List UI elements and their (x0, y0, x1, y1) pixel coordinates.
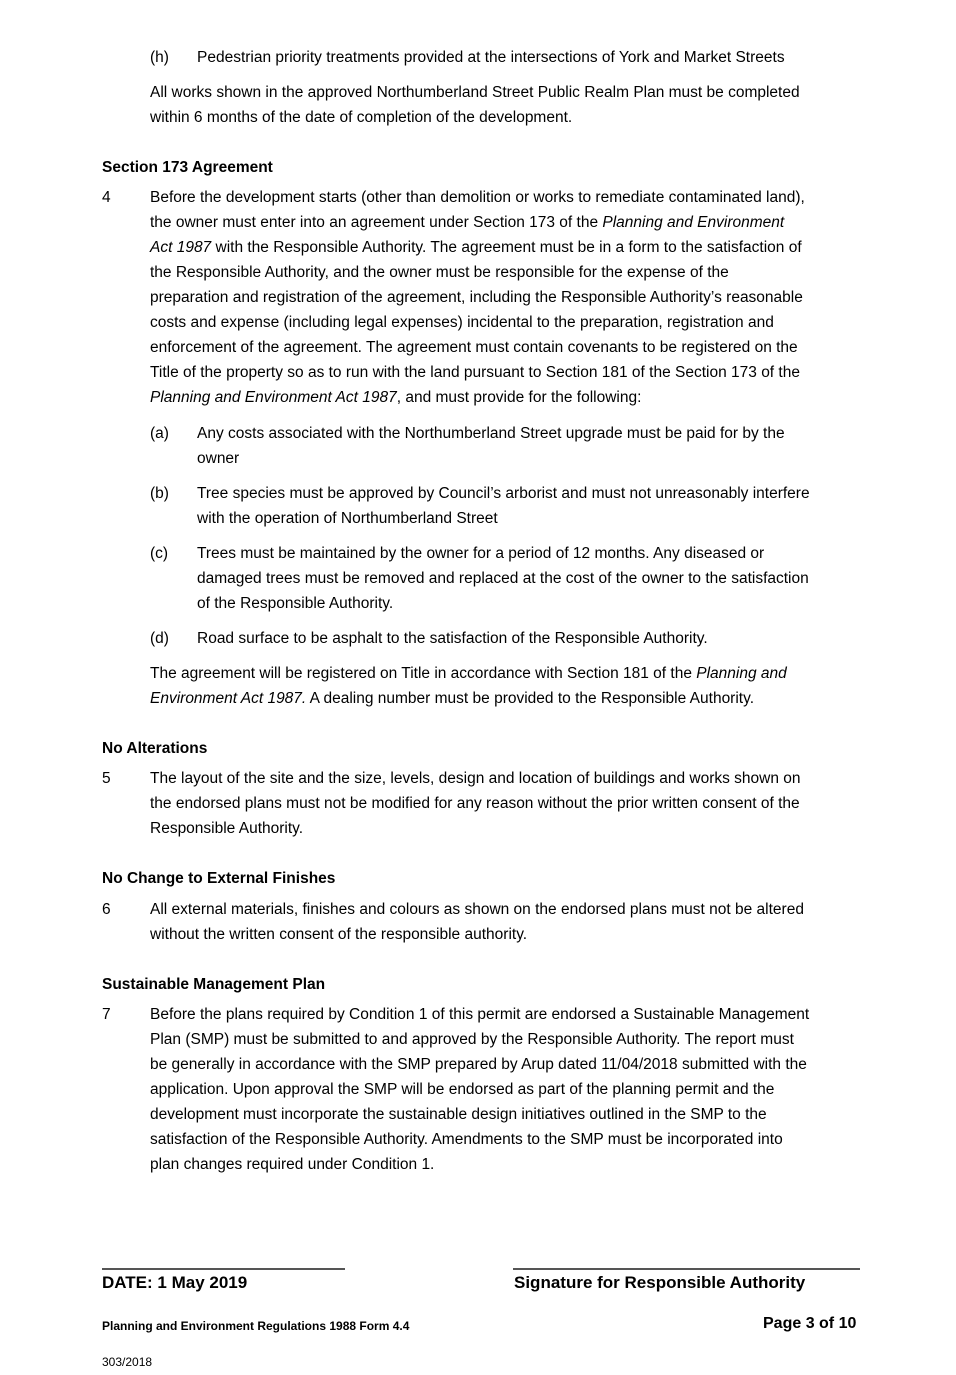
no-change-paragraph: All external materials, finishes and colours as shown on the endorsed plans must not be altered without the written consent of the responsible authority. (150, 901, 804, 943)
item-text-a: Any costs associated with the Northumberland Street upgrade must be paid for by the owner (197, 425, 785, 467)
s173-paragraph (150, 185, 862, 410)
text-line: the owner must enter into an agreement under Section 173 of the Planning and Environment (150, 214, 785, 231)
text-line: Title of the property so as to run with the land pursuant to Section 181 of the Section 173 of the (150, 364, 800, 381)
text-line: The agreement will be registered on Title in accordance with Section 181 of the Planning and (150, 665, 787, 682)
item-label-a: (a) (150, 425, 169, 442)
section-heading-smp: Sustainable Management Plan (102, 976, 326, 993)
smp-paragraph: Before the plans required by Condition 1 of this permit are endorsed a Sustainable Management Plan (SMP) must be submitted to and approved by the Responsible Authority. The report must be generally in accordance with the SMP prepared by Arup dated 11/04/2018 submitted with the application. Upon approval the SMP will be endorsed as part of the planning permit and the development must incorporate the sustainable design initiatives outlined in the SMP to the satisfaction of the Responsible Authority. Amendments to the SMP must be incorporated into plan changes required under Condition 1. (150, 1006, 810, 1173)
footer-signature-label: Signature for Responsible Authority (514, 1273, 806, 1292)
text-line: preparation and registration of the agreement, including the Responsible Authority’s reasonable (150, 289, 803, 306)
text-line: All works shown in the approved Northumberland Street Public Realm Plan must be completed (150, 84, 800, 101)
text-line: Planning and Environment Act 1987, and must provide for the following: (150, 389, 642, 406)
text-line: Environment Act 1987. A dealing number must be provided to the Responsible Authority. (150, 690, 755, 707)
item-label-h: (h) (150, 49, 169, 66)
item-text-d: Road surface to be asphalt to the satisfaction of the Responsible Authority. (197, 630, 708, 647)
text-line: enforcement of the agreement. The agreement must contain covenants to be registered on the (150, 339, 798, 356)
no-alterations-paragraph: The layout of the site and the size, levels, design and location of buildings and works shown on the endorsed plans must not be modified for any reason without the prior written consent of the Responsible Authority. (150, 770, 801, 837)
section-heading-no-change: No Change to External Finishes (102, 870, 336, 887)
condition-number-6: 6 (102, 901, 111, 918)
text-line: costs and expense (including legal expenses) incidental to the preparation, registration and (150, 314, 774, 331)
item-text-c: Trees must be maintained by the owner for a period of 12 months. Any diseased or damaged trees must be removed and replaced at the cost of the owner to the satisfaction of the Responsible Authority. (197, 545, 809, 612)
page-number: Page 3 of 10 (763, 1315, 857, 1332)
text-line: within 6 months of the date of completion of the development. (150, 109, 573, 126)
item-text-h: Pedestrian priority treatments provided at the intersections of York and Market Streets (197, 49, 785, 66)
footer-date: DATE: 1 May 2019 (102, 1273, 248, 1292)
condition-number-7: 7 (102, 1006, 111, 1023)
section-heading-s173: Section 173 Agreement (102, 159, 273, 176)
condition-number-4: 4 (102, 189, 111, 206)
text-line: Act 1987 with the Responsible Authority. The agreement must be in a form to the satisfaction of (150, 239, 802, 256)
item-label-c: (c) (150, 545, 169, 562)
text-line: Before the development starts (other than demolition or works to remediate contaminated land), (150, 189, 805, 206)
footer-regulations: Planning and Environment Regulations 1988 Form 4.4 (102, 1319, 410, 1333)
permit-reference: 303/2018 (102, 1355, 153, 1369)
item-label-d: (d) (150, 630, 169, 647)
closing-paragraph (150, 80, 862, 130)
section-heading-no-alterations: No Alterations (102, 740, 208, 757)
condition-number-5: 5 (102, 770, 111, 787)
item-text-b: Tree species must be approved by Council’s arborist and must not unreasonably interfere with the operation of Northumberland Street (197, 485, 810, 527)
text-line: the Responsible Authority, and the owner must be responsible for the expense of the (150, 264, 729, 281)
item-label-b: (b) (150, 485, 169, 502)
s173-closing-paragraph (150, 661, 862, 711)
